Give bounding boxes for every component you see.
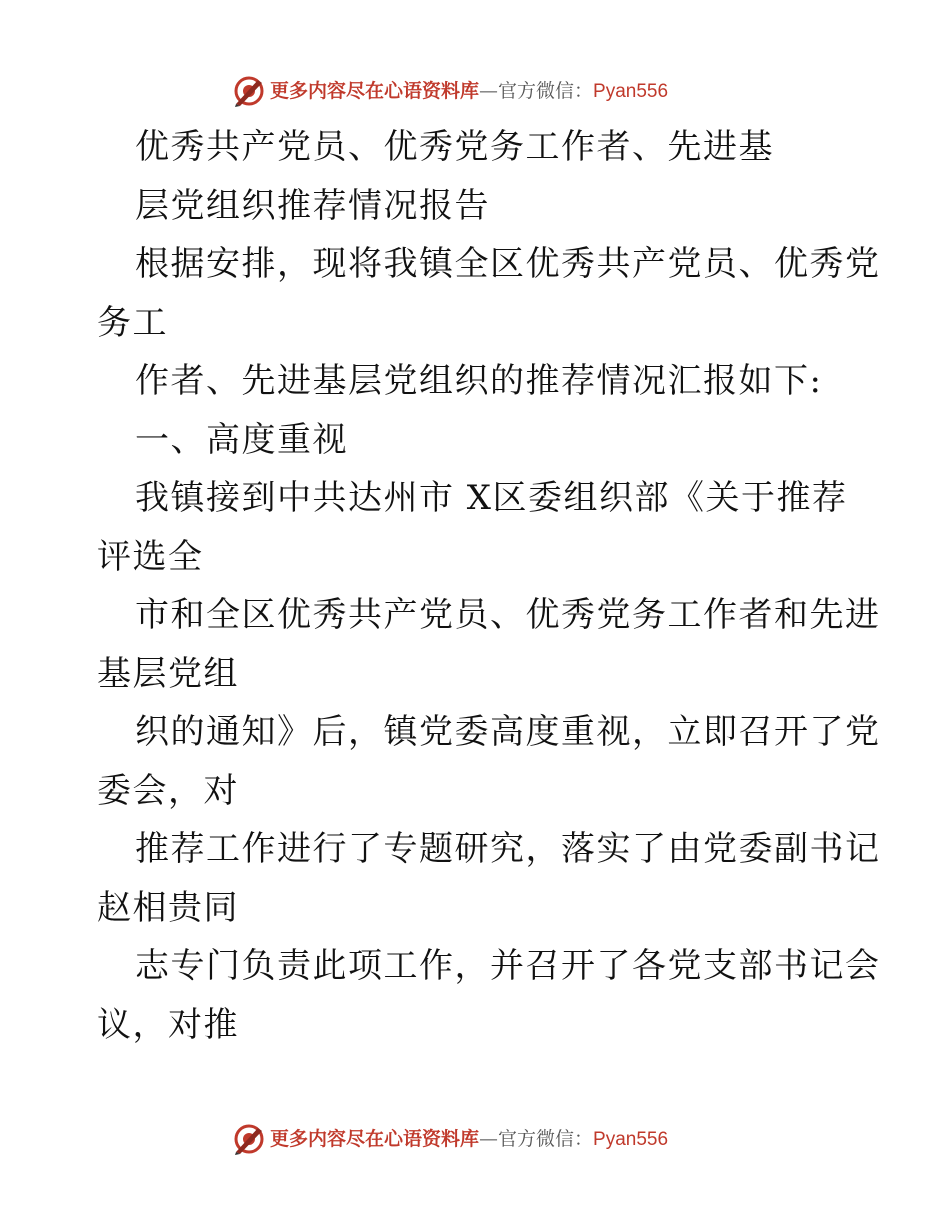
footer-watermark xyxy=(232,1120,668,1158)
watermark-wechat-id: Pyan556 xyxy=(593,1128,669,1150)
document-body xyxy=(97,118,881,1054)
paragraph-line: 委会，对 xyxy=(97,770,239,811)
document-title-line: 优秀共产党员、优秀党务工作者、先进基 xyxy=(135,127,774,167)
watermark-dash: — xyxy=(479,1127,499,1150)
paragraph-line: 织的通知》后，镇党委高度重视，立即召开了党 xyxy=(135,712,881,752)
document-title-line: 层党组织推荐情况报告 xyxy=(135,185,490,226)
header-watermark xyxy=(232,72,668,110)
watermark-dash: — xyxy=(479,79,499,102)
watermark-sub-text: 官方微信： xyxy=(498,1127,594,1150)
paragraph-line: 评选全 xyxy=(97,536,204,577)
paragraph-line: 推荐工作进行了专题研究，落实了由党委副书记 xyxy=(135,829,881,869)
paragraph-line: 根据安排，现将我镇全区优秀共产党员、优秀党 xyxy=(135,244,881,284)
watermark-wechat-id: Pyan556 xyxy=(593,80,669,102)
paragraph-line: 志专门负责此项工作，并召开了各党支部书记会 xyxy=(135,946,881,986)
watermark-main-text: 更多内容尽在心语资料库 xyxy=(270,79,480,102)
paragraph-line: 我镇接到中共达州市 X区委组织部《关于推荐 xyxy=(135,478,848,518)
watermark-sub-text: 官方微信： xyxy=(498,79,594,102)
paragraph-line: 赵相贵同 xyxy=(97,887,239,928)
pen-logo-icon xyxy=(232,1122,266,1156)
section-heading: 一、高度重视 xyxy=(135,419,348,460)
paragraph-line: 作者、先进基层党组织的推荐情况汇报如下: xyxy=(135,361,823,401)
watermark-main-text: 更多内容尽在心语资料库 xyxy=(270,1127,480,1150)
paragraph-line: 基层党组 xyxy=(97,653,239,694)
pen-logo-icon xyxy=(232,74,266,108)
paragraph-line: 市和全区优秀共产党员、优秀党务工作者和先进 xyxy=(135,595,881,635)
paragraph-line: 务工 xyxy=(97,302,168,343)
paragraph-line: 议，对推 xyxy=(97,1004,239,1045)
